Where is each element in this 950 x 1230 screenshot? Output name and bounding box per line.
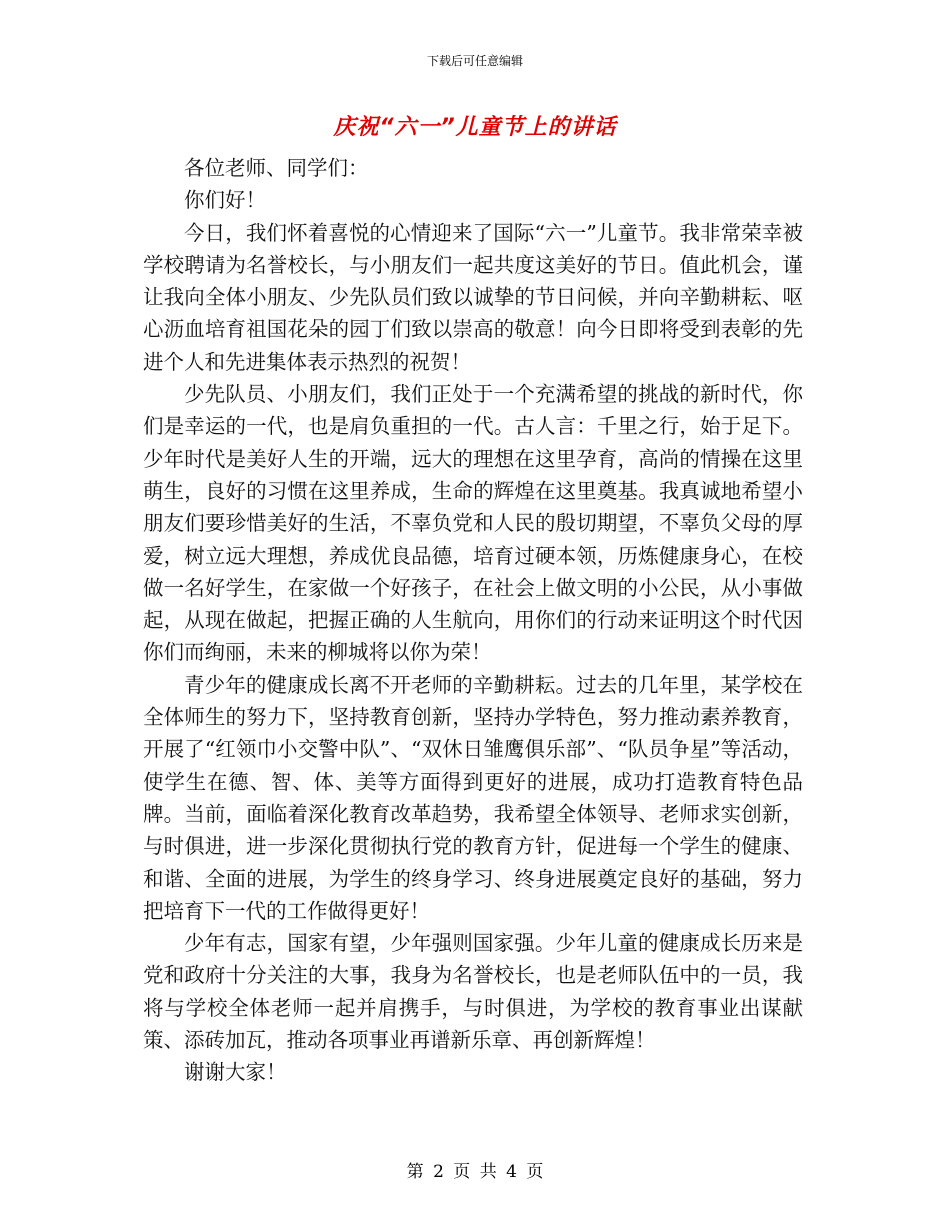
paragraph: 今日，我们怀着喜悦的心情迎来了国际“六一”儿童节。我非常荣幸被学校聘请为名誉校长，与小朋友们一起共度这美好的节日。值此机会，谨让我向全体小朋友、少先队员们致以诚挚的节日问候，并向辛勤耕耘、呕心沥血培育祖国花朵的园丁们致以崇高的敬意！向今日即将受到表彰的先进个人和先进集体表示热烈的祝贺！ (143, 220, 803, 374)
document-title: 庆祝“六一”儿童节上的讲话 (333, 115, 617, 140)
salutation: 各位老师、同学们： (184, 156, 369, 180)
header-note: 下载后可任意编辑 (426, 54, 523, 68)
paragraph: 少年有志，国家有望，少年强则国家强。少年儿童的健康成长历来是党和政府十分关注的大事，我身为名誉校长，也是老师队伍中的一员，我将与学校全体老师一起并肩携手，与时俱进，为学校的教育事业出谋献策、添砖加瓦，推动各项事业再谱新乐章、再创新辉煌！ (143, 931, 803, 1053)
paragraph: 少先队员、小朋友们，我们正处于一个充满希望的挑战的新时代，你们是幸运的一代，也是肩负重担的一代。古人言：千里之行，始于足下。少年时代是美好人生的开端，远大的理想在这里孕育，高尚的情操在这里萌生，良好的习惯在这里养成，生命的辉煌在这里奠基。我真诚地希望小朋友们要珍惜美好的生活，不辜负党和人民的殷切期望，不辜负父母的厚爱，树立远大理想，养成优良品德，培育过硬本领，历炼健康身心，在校做一名好学生，在家做一个好孩子，在社会上做文明的小公民，从小事做起，从现在做起，把握正确的人生航向，用你们的行动来证明这个时代因你们而绚丽，未来的柳城将以你为荣！ (143, 382, 803, 665)
closing: 谢谢大家！ (184, 1060, 287, 1085)
greeting: 你们好！ (184, 188, 266, 213)
paragraph: 青少年的健康成长离不开老师的辛勤耕耘。过去的几年里，某学校在全体师生的努力下，坚持教育创新，坚持办学特色，努力推动素养教育，开展了“红领巾小交警中队”、“双休日雏鹰俱乐部”、“队员争星”等活动，使学生在德、智、体、美等方面得到更好的进展，成功打造教育特色品牌。当前，面临着深化教育改革趋势，我希望全体领导、老师求实创新，与时俱进，进一步深化贯彻执行党的教育方针，促进每一个学生的健康、和谐、全面的进展，为学生的终身学习、终身进展奠定良好的基础，努力把培育下一代的工作做得更好！ (143, 672, 803, 923)
document-body (143, 152, 803, 1089)
page-number: 第 2 页 共 4 页 (406, 1162, 544, 1182)
